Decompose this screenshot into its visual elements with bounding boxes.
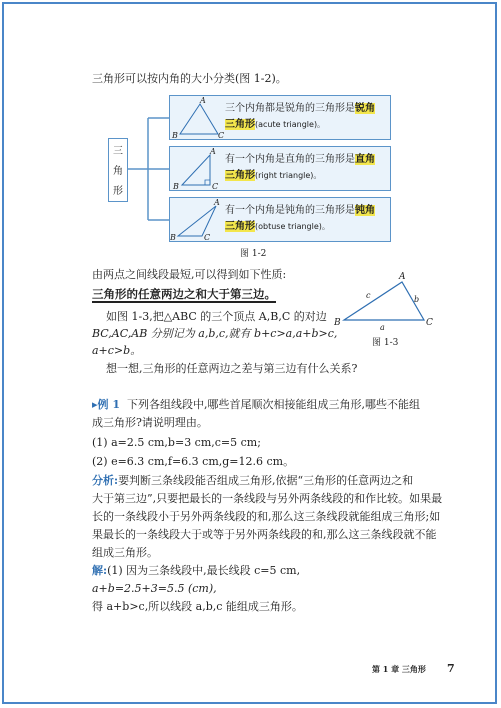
figure-caption: 图 1-2 xyxy=(240,249,267,259)
triangle-label-box xyxy=(108,138,128,202)
label-char: 角 xyxy=(113,166,123,177)
figure-caption-2: 图 1-3 xyxy=(372,338,399,348)
obtuse-triangle-figure xyxy=(170,198,224,241)
svg-text:B: B xyxy=(173,182,179,190)
intro-text: 三角形可以按内角的大小分类(图 1-2)。 xyxy=(92,72,287,85)
solution-line: a+b=2.5+3=5.5 (cm), xyxy=(92,582,217,595)
analysis-tag: 分析: xyxy=(92,474,119,487)
svg-text:b: b xyxy=(414,295,420,304)
example-item-2: (2) e=6.3 cm,f=6.3 cm,g=12.6 cm。 xyxy=(92,455,295,468)
svg-text:C: C xyxy=(426,318,433,328)
acute-triangle-box xyxy=(169,95,391,140)
analysis-line: 长的一条线段小于另外两条线段的和,那么这三条线段就能组成三角形;如 xyxy=(92,510,441,523)
analysis-line: 果最长的一条线段大于或等于另外两条线段的和,那么这三条线段就不能 xyxy=(92,528,437,541)
analysis-line: 组成三角形。 xyxy=(92,546,158,559)
svg-text:B: B xyxy=(334,318,341,328)
acute-triangle-figure xyxy=(170,96,224,139)
svg-text:c: c xyxy=(366,291,371,300)
page-number: 7 xyxy=(447,662,455,675)
solution-tag: 解: xyxy=(92,564,108,577)
example-item-1: (1) a=2.5 cm,b=3 cm,c=5 cm; xyxy=(92,436,261,449)
analysis-line: 分析:要判断三条线段能否组成三角形,依据“三角形的任意两边之和 xyxy=(92,474,414,487)
right-definition: 有一个内角是直角的三角形是直角 三角形(right triangle)。 xyxy=(225,154,375,181)
svg-text:C: C xyxy=(212,182,219,190)
svg-text:a: a xyxy=(380,323,385,332)
para-line: 如图 1-3,把△ABC 的三个顶点 A,B,C 的对边 xyxy=(106,310,327,323)
obtuse-triangle-box xyxy=(169,197,391,242)
analysis-line: 大于第三边”,只要把最长的一条线段与另外两条线段的和作比较。如果最 xyxy=(92,492,443,505)
label-char: 形 xyxy=(113,186,123,197)
acute-definition: 三个内角都是锐角的三角形是锐角 三角形(acute triangle)。 xyxy=(225,103,375,130)
example-question-cont: 成三角形?请说明理由。 xyxy=(92,416,208,429)
think-question: 想一想,三角形的任意两边之差与第三边有什么关系? xyxy=(106,362,358,375)
svg-text:B: B xyxy=(172,131,178,139)
svg-text:C: C xyxy=(218,131,224,139)
label-char: 三 xyxy=(113,146,123,157)
para-line: a+c>b。 xyxy=(92,344,142,357)
solution-line: 得 a+b>c,所以线段 a,b,c 能组成三角形。 xyxy=(92,600,303,613)
svg-text:A: A xyxy=(210,147,216,156)
triangle-abc-figure xyxy=(334,270,444,345)
example-question: ▸例 1 下列各组线段中,哪些首尾顺次相接能组成三角形,哪些不能组 xyxy=(92,398,421,411)
solution-line: 解:(1) 因为三条线段中,最长线段 c=5 cm, xyxy=(92,564,301,577)
property-intro: 由两点之间线段最短,可以得到如下性质: xyxy=(92,268,287,281)
right-triangle-box xyxy=(169,146,391,191)
svg-text:C: C xyxy=(204,233,211,241)
chapter-label: 第 1 章 三角形 xyxy=(372,664,426,674)
para-line: BC,AC,AB 分别记为 a,b,c,就有 b+c>a,a+b>c, xyxy=(92,327,338,340)
svg-text:A: A xyxy=(214,198,220,207)
svg-text:B: B xyxy=(170,233,176,241)
property-statement: 三角形的任意两边之和大于第三边。 xyxy=(92,287,276,301)
right-triangle-figure xyxy=(170,147,224,190)
obtuse-definition: 有一个内角是钝角的三角形是钝角 三角形(obtuse triangle)。 xyxy=(225,205,375,232)
example-tag: ▸例 1 xyxy=(92,398,121,411)
svg-text:A: A xyxy=(200,96,206,105)
svg-text:A: A xyxy=(399,272,406,282)
